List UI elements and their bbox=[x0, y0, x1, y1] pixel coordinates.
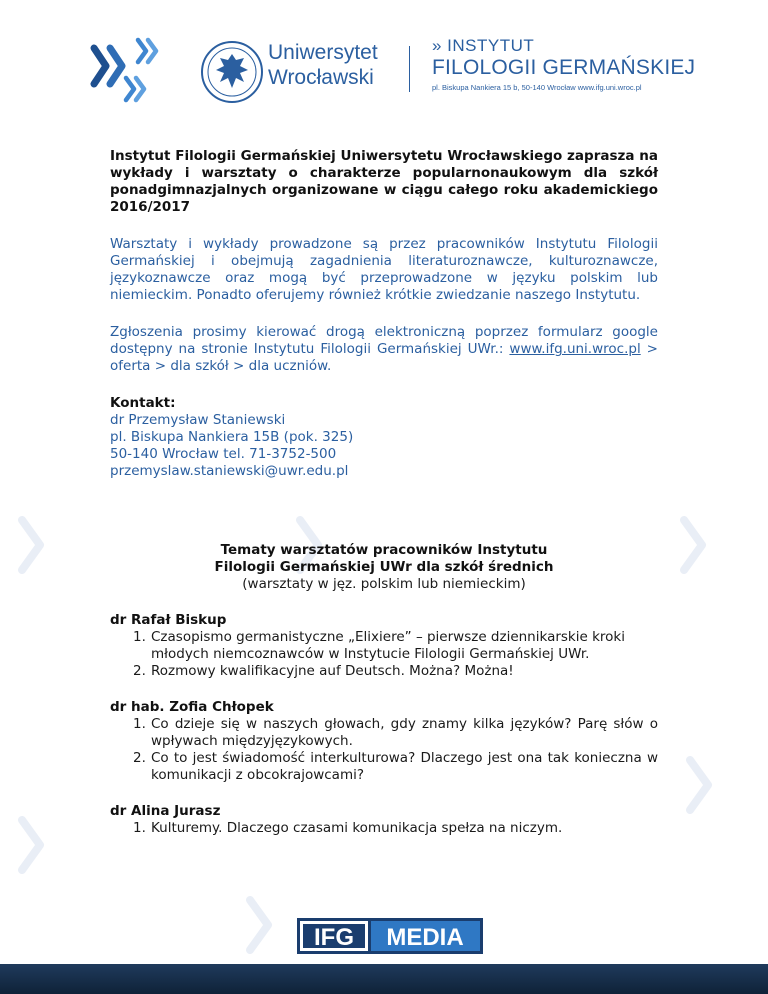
lecturer-name: dr hab. Zofia Chłopek bbox=[110, 699, 274, 715]
institute-name: FILOLOGII GERMAŃSKIEJ bbox=[432, 56, 696, 79]
contact-email[interactable]: przemyslaw.staniewski@uwr.edu.pl bbox=[110, 463, 349, 479]
application-paragraph bbox=[110, 324, 658, 375]
lecturer-name: dr Alina Jurasz bbox=[110, 803, 221, 819]
header bbox=[0, 0, 768, 110]
logo-text-ifg: IFG bbox=[314, 924, 354, 951]
institute-address: pl. Biskupa Nankiera 15 b, 50-140 Wrocław www.ifg.uni.wroc.pl bbox=[432, 83, 642, 92]
contact-name: dr Przemysław Staniewski bbox=[110, 412, 286, 428]
topic-item: 2. Rozmowy kwalifikacyjne auf Deutsch. Można? Można! bbox=[133, 663, 514, 679]
topic-item: 2. Co to jest świadomość interkulturowa? Dlaczego jest ona tak konieczna w komunikacji z obcokrajowcami? bbox=[133, 750, 658, 783]
topics-subtitle: (warsztaty w jęz. polskim lub niemieckim) bbox=[242, 576, 526, 592]
lecturer-block bbox=[110, 699, 658, 784]
topic-list bbox=[110, 716, 658, 784]
logo-text-media: MEDIA bbox=[386, 924, 464, 951]
topic-list bbox=[110, 820, 658, 837]
header-divider bbox=[409, 46, 410, 92]
topics-title-line-1: Tematy warsztatów pracowników Instytutu bbox=[220, 542, 548, 558]
contact-block bbox=[110, 395, 658, 480]
contact-address-2: 50-140 Wrocław tel. 71-3752-500 bbox=[110, 446, 337, 462]
application-text: Zgłoszenia prosimy kierować drogą elektroniczną poprzez formularz google dostępny na stronie Instytutu Filologii Germańskiej UWr.: bbox=[110, 324, 658, 357]
chevron-logo-icon bbox=[86, 36, 166, 108]
footer-bar bbox=[0, 964, 768, 994]
application-path: > oferta > dla szkół > dla uczniów. bbox=[110, 341, 658, 374]
lecturer-block bbox=[110, 612, 658, 680]
lecturer-name: dr Rafał Biskup bbox=[110, 612, 227, 628]
lecturer-block bbox=[110, 803, 658, 837]
contact-address-1: pl. Biskupa Nankiera 15B (pok. 325) bbox=[110, 429, 354, 445]
topic-item: 1. Kulturemy. Dlaczego czasami komunikacja spełza na niczym. bbox=[133, 820, 563, 836]
topic-list bbox=[110, 629, 658, 680]
ifg-media-logo bbox=[297, 918, 483, 954]
topic-item: 1. Czasopismo germanistyczne „Elixiere” – pierwsze dziennikarskie kroki młodych niemcoznawców w Instytucie Filologii Germańskiej UWr. bbox=[133, 629, 625, 662]
university-name: Uniwersytet Wrocławski bbox=[268, 41, 378, 89]
institute-label: » INSTYTUT bbox=[432, 36, 535, 55]
document-body bbox=[110, 148, 658, 856]
intro-paragraph: Warsztaty i wykłady prowadzone są przez pracowników Instytutu Filologii Germańskiej i obejmują zagadnienia literaturoznawcze, kulturoznawcze, językoznawcze oraz mogą być przeprowadzone w języku polskim lub niemieckim. Ponadto oferujemy również krótkie zwiedzanie naszego Instytutu. bbox=[110, 236, 658, 303]
university-seal-icon bbox=[200, 40, 264, 104]
topic-item: 1. Co dzieje się w naszych głowach, gdy znamy kilka języków? Parę słów o wpływach międzyjęzykowych. bbox=[133, 716, 658, 749]
ifg-website-link[interactable]: www.ifg.uni.wroc.pl bbox=[509, 341, 641, 357]
intro-heading: Instytut Filologii Germańskiej Uniwersytetu Wrocławskiego zaprasza na wykłady i warsztaty o charakterze popularnonaukowym dla szkół ponadgimnazjalnych organizowane w ciągu całego roku akademickiego 2016/2017 bbox=[110, 148, 658, 215]
topics-title bbox=[110, 542, 658, 593]
contact-heading: Kontakt: bbox=[110, 395, 176, 411]
topics-title-line-2: Filologii Germańskiej UWr dla szkół średnich bbox=[214, 559, 554, 575]
